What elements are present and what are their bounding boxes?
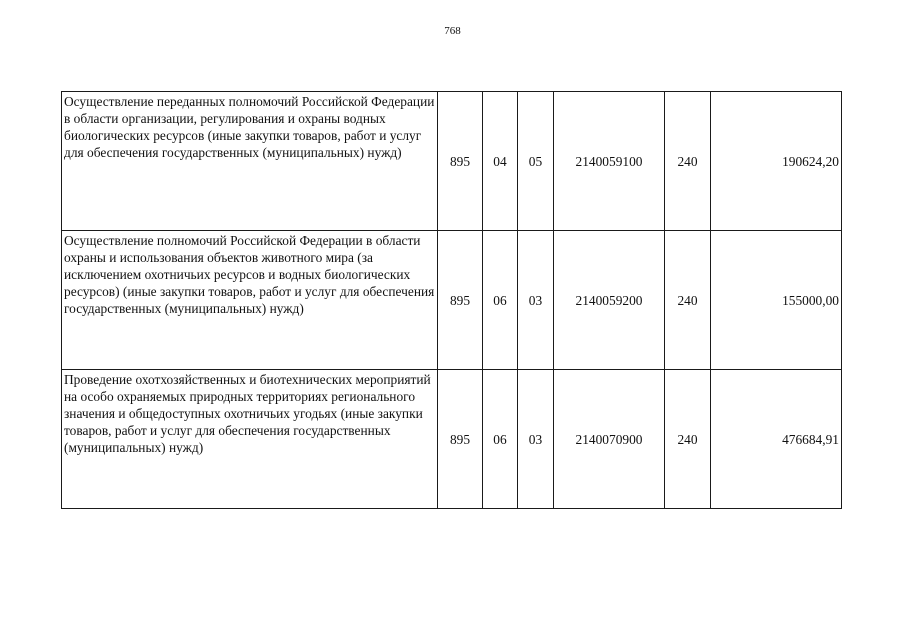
row-subsection-code: 05 (518, 92, 554, 231)
row-ministry-code: 895 (438, 370, 483, 509)
page-number: 768 (444, 25, 461, 37)
row-ministry-code: 895 (438, 92, 483, 231)
row-expense-type-code: 240 (665, 92, 711, 231)
row-expense-type-code: 240 (665, 370, 711, 509)
row-section-code: 06 (483, 231, 518, 370)
budget-table-body (62, 92, 842, 509)
row-subsection-code: 03 (518, 231, 554, 370)
row-description: Осуществление переданных полномочий Российской Федерации в области организации, регулирования и охраны водных биологических ресурсов (иные закупки товаров, работ и услуг для обеспечения государственных (муниципальных) нужд) (62, 92, 438, 231)
row-amount: 476684,91 (711, 370, 842, 509)
table-row (62, 231, 842, 370)
table-row (62, 92, 842, 231)
budget-table (61, 91, 842, 509)
row-target-article-code: 2140070900 (554, 370, 665, 509)
row-subsection-code: 03 (518, 370, 554, 509)
table-row (62, 370, 842, 509)
row-expense-type-code: 240 (665, 231, 711, 370)
row-section-code: 06 (483, 370, 518, 509)
row-description: Проведение охотхозяйственных и биотехнических мероприятий на особо охраняемых природных территориях регионального значения и общедоступных охотничьих угодьях (иные закупки товаров, работ и услуг для обеспечения государственных (муниципальных) нужд) (62, 370, 438, 509)
row-target-article-code: 2140059200 (554, 231, 665, 370)
row-ministry-code: 895 (438, 231, 483, 370)
row-section-code: 04 (483, 92, 518, 231)
row-target-article-code: 2140059100 (554, 92, 665, 231)
row-description: Осуществление полномочий Российской Федерации в области охраны и использования объектов животного мира (за исключением охотничьих ресурсов и водных биологических ресурсов) (иные закупки товаров, работ и услуг для обеспечения государственных (муниципальных) нужд) (62, 231, 438, 370)
row-amount: 155000,00 (711, 231, 842, 370)
row-amount: 190624,20 (711, 92, 842, 231)
